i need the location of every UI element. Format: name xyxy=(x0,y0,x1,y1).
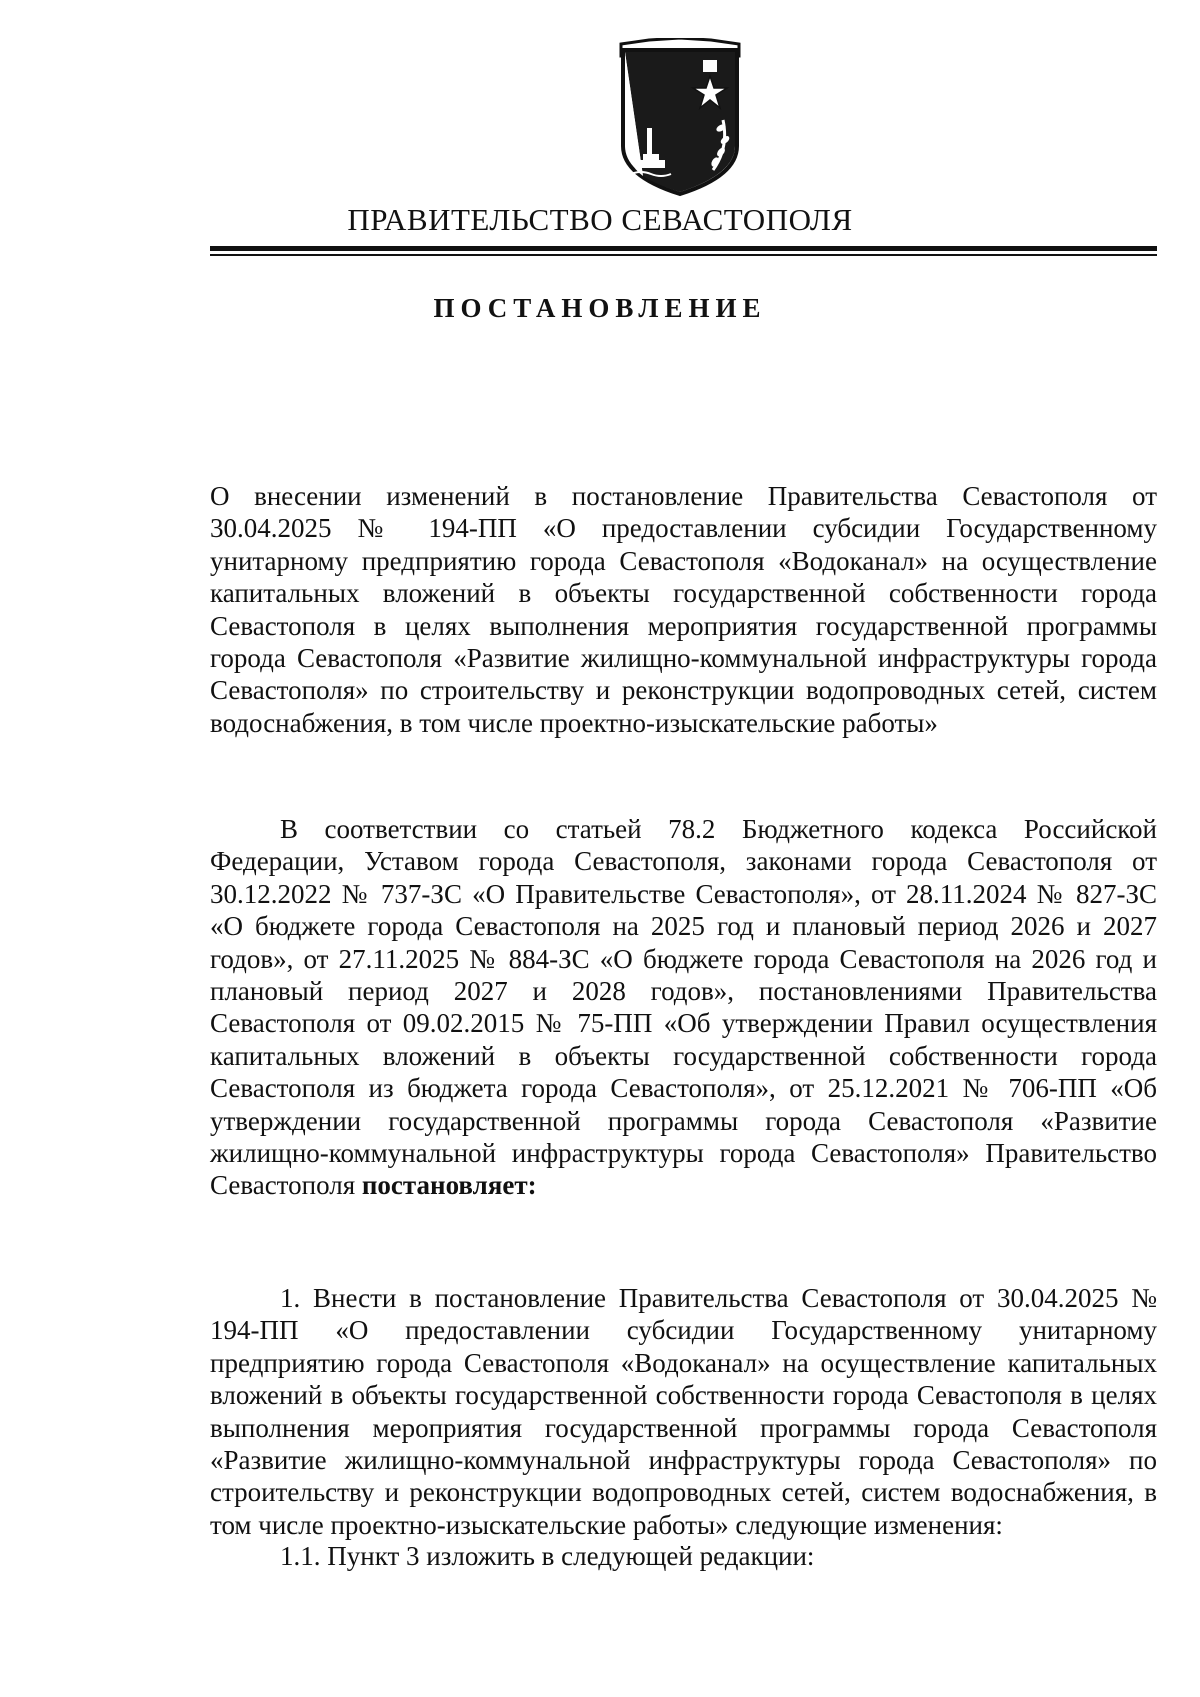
header-divider-thick xyxy=(210,246,1157,251)
header-divider-thin xyxy=(210,254,1157,256)
preamble-text: В соответствии со статьей 78.2 Бюджетного кодекса Российской Федерации, Уставом города Севастополя, законами города Севастополя от 30.12.2022 № 737-ЗС «О Правительстве Севастополя», от 28.11.2024 № 827-ЗС «О бюджете города Севастополя на 2025 год и плановый период 2026 и 2027 годов», от 27.11.2025 № 884-ЗС «О бюджете города Севастополя на 2026 год и плановый период 2027 и 2028 годов», постановлениями Правительства Севастополя от 09.02.2015 № 75-ПП «Об утверждении Правил осуществления капитальных вложений в объекты государственной собственности города Севастополя из бюджета города Севастополя», от 25.12.2021 № 706-ПП «Об утверждении государственной программы города Севастополя «Развитие жилищно-коммунальной инфраструктуры города Севастополя» Правительство Севастополя xyxy=(210,814,1157,1201)
item-1-1-paragraph: 1.1. Пункт 3 изложить в следующей редакции: xyxy=(280,1541,815,1571)
preamble-paragraph xyxy=(210,813,1157,1202)
document-type-title: ПОСТАНОВЛЕНИЕ xyxy=(433,293,767,323)
sevastopol-coat-of-arms-icon xyxy=(617,38,743,198)
decree-word: постановляет: xyxy=(361,1170,537,1201)
item-1-paragraph: 1. Внести в постановление Правительства Севастополя от 30.04.2025 № 194-ПП «О предоставлении субсидии Государственному унитарному предприятию города Севастополя «Водоканал» на осуществление капитальных вложений в объекты государственной собственности города Севастополя в целях выполнения мероприятия государственной программы города Севастополя «Развитие жилищно-коммунальной инфраструктуры города Севастополя» по строительству и реконструкции водопроводных сетей, систем водоснабжения, в том числе проектно-изыскательские работы» следующие изменения: xyxy=(210,1283,1157,1540)
organization-name: ПРАВИТЕЛЬСТВО СЕВАСТОПОЛЯ xyxy=(347,202,853,237)
document-subject: О внесении изменений в постановление Правительства Севастополя от 30.04.2025 № 194-ПП «О предоставлении субсидии Государственному унитарному предприятию города Севастополя «Водоканал» на осуществление капитальных вложений в объекты государственной собственности города Севастополя в целях выполнения мероприятия государственной программы города Севастополя «Развитие жилищно-коммунальной инфраструктуры города Севастополя» по строительству и реконструкции водопроводных сетей, систем водоснабжения, в том числе проектно-изыскательские работы» xyxy=(210,481,1157,738)
